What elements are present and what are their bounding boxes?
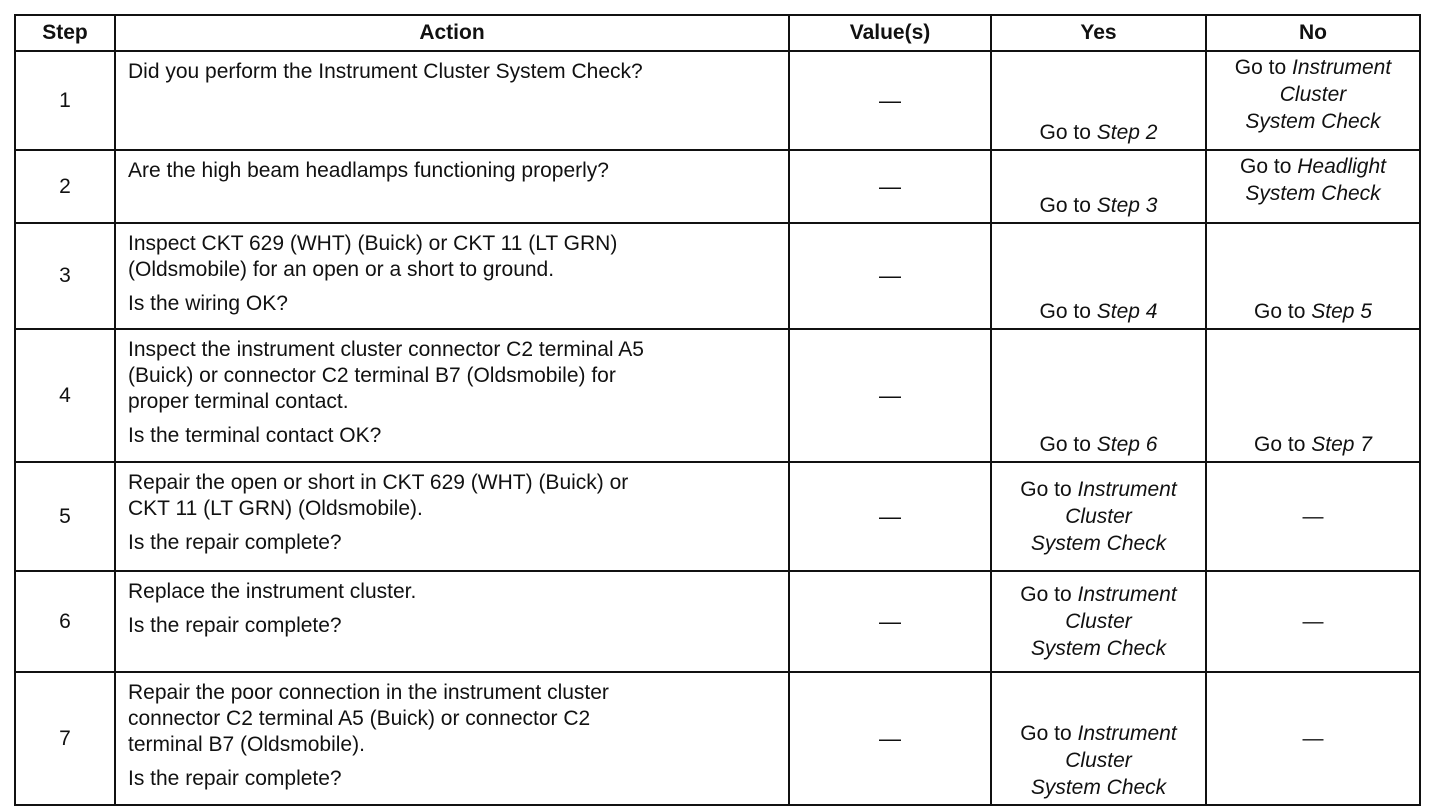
goto-target-line: System Check [1030, 531, 1167, 555]
step-number: 6 [15, 571, 115, 672]
goto-prefix: Go to [1020, 477, 1078, 501]
header-no: No [1206, 15, 1420, 51]
goto-prefix: Go to [1039, 121, 1097, 144]
goto-target-line: System Check [1245, 110, 1381, 133]
goto-prefix: Go to [1020, 722, 1078, 745]
no-cell [1206, 329, 1420, 462]
goto-target: Instrument [1077, 582, 1177, 606]
table-row [15, 571, 1420, 672]
yes-cell [991, 462, 1206, 571]
goto-target-line: System Check [1030, 636, 1167, 660]
goto-target-line: Cluster [1065, 504, 1132, 528]
goto-target-line: Cluster [1065, 749, 1132, 772]
action-question: Is the wiring OK? [128, 292, 288, 315]
no-cell: — [1206, 571, 1420, 672]
goto-target: Instrument [1077, 477, 1177, 501]
goto-target: Step 7 [1311, 433, 1372, 456]
yes-cell [991, 150, 1206, 223]
action-text: Did you perform the Instrument Cluster System Check? [128, 60, 643, 83]
action-text: (Oldsmobile) for an open or a short to ground. [128, 258, 555, 281]
goto-target: Instrument [1077, 722, 1177, 745]
no-cell [1206, 223, 1420, 329]
goto-target-line: System Check [1030, 776, 1167, 799]
action-question: Is the repair complete? [128, 614, 342, 637]
diagnostic-table [14, 14, 1421, 806]
value-cell: — [789, 571, 991, 672]
table-row [15, 150, 1420, 223]
value-cell: — [789, 329, 991, 462]
action-text: Repair the poor connection in the instrument cluster [128, 681, 609, 704]
step-number: 3 [15, 223, 115, 329]
goto-prefix: Go to [1254, 433, 1312, 456]
yes-cell [991, 51, 1206, 150]
table-row [15, 672, 1420, 805]
goto-target: Step 3 [1096, 194, 1158, 217]
action-text: Repair the open or short in CKT 629 (WHT) (Buick) or [128, 471, 629, 494]
action-text: Inspect CKT 629 (WHT) (Buick) or CKT 11 (LT GRN) [128, 232, 618, 255]
value-cell: — [789, 672, 991, 805]
table-row [15, 462, 1420, 571]
action-text: terminal B7 (Oldsmobile). [128, 733, 365, 756]
goto-prefix: Go to [1039, 194, 1097, 217]
action-question: Is the repair complete? [128, 531, 342, 554]
yes-cell [991, 672, 1206, 805]
goto-target-line: Cluster [1065, 609, 1132, 633]
yes-cell [991, 223, 1206, 329]
action-cell [115, 329, 789, 462]
goto-target-line: System Check [1245, 182, 1381, 205]
goto-prefix: Go to [1234, 56, 1292, 79]
action-question: Is the terminal contact OK? [128, 424, 382, 447]
action-text: Are the high beam headlamps functioning properly? [128, 159, 609, 182]
goto-prefix: Go to [1020, 582, 1078, 606]
goto-target: Instrument [1291, 56, 1392, 79]
goto-target: Step 6 [1096, 433, 1158, 456]
goto-target: Step 2 [1096, 121, 1158, 144]
action-text: connector C2 terminal A5 (Buick) or connector C2 [128, 707, 591, 730]
goto-target-line: Cluster [1279, 83, 1347, 106]
step-number: 7 [15, 672, 115, 805]
value-cell: — [789, 51, 991, 150]
no-cell [1206, 51, 1420, 150]
action-question: Is the repair complete? [128, 767, 342, 790]
action-cell [115, 462, 789, 571]
step-number: 4 [15, 329, 115, 462]
action-text: Replace the instrument cluster. [128, 580, 417, 603]
action-text: (Buick) or connector C2 terminal B7 (Oldsmobile) for [128, 364, 616, 387]
action-cell [115, 223, 789, 329]
goto-prefix: Go to [1240, 155, 1298, 178]
value-cell: — [789, 150, 991, 223]
table-row [15, 329, 1420, 462]
goto-target: Headlight [1297, 155, 1386, 178]
yes-cell [991, 329, 1206, 462]
goto-prefix: Go to [1039, 300, 1097, 323]
no-cell: — [1206, 672, 1420, 805]
table-row [15, 51, 1420, 150]
action-cell [115, 150, 789, 223]
action-cell [115, 672, 789, 805]
header-yes: Yes [991, 15, 1206, 51]
step-number: 1 [15, 51, 115, 150]
no-cell [1206, 150, 1420, 223]
step-number: 2 [15, 150, 115, 223]
yes-cell [991, 571, 1206, 672]
value-cell: — [789, 223, 991, 329]
step-number: 5 [15, 462, 115, 571]
action-text: Inspect the instrument cluster connector C2 terminal A5 [128, 338, 644, 361]
goto-prefix: Go to [1039, 433, 1097, 456]
table-row [15, 223, 1420, 329]
action-cell [115, 51, 789, 150]
goto-target: Step 5 [1311, 300, 1372, 323]
header-value: Value(s) [789, 15, 991, 51]
goto-target: Step 4 [1096, 300, 1158, 323]
no-cell: — [1206, 462, 1420, 571]
header-action: Action [115, 15, 789, 51]
header-row [15, 15, 1420, 51]
action-cell [115, 571, 789, 672]
header-step: Step [15, 15, 115, 51]
action-text: proper terminal contact. [128, 390, 349, 413]
goto-prefix: Go to [1254, 300, 1312, 323]
action-text: CKT 11 (LT GRN) (Oldsmobile). [128, 497, 423, 520]
value-cell: — [789, 462, 991, 571]
